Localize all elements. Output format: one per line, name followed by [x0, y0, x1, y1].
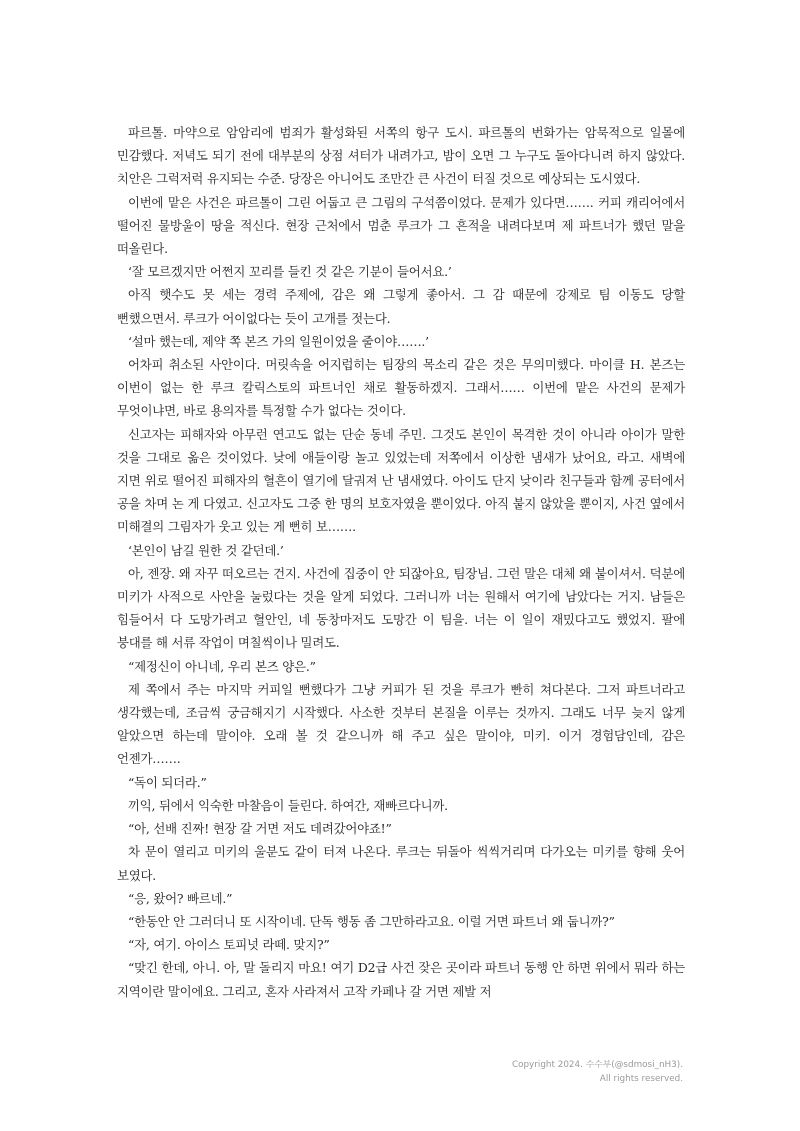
paragraph: 끼익, 뒤에서 익숙한 마찰음이 들린다. 하여간, 재빠르다니까.	[128, 797, 448, 813]
paragraph: 이번에 맡은 사건은 파르톨이 그린 어둡고 큰 그림의 구석쯤이었다. 문제가 있다면……. 커피 캐리어에서 떨어진 물방울이 땅을 적신다. 현장 근처에서 멈춘 루크가 그 흔적을 내려다보며 제 파트너가 했던 말을 떠올린다.	[117, 194, 685, 257]
paragraph: “한동안 안 그러더니 또 시작이네. 단독 행동 좀 그만하라고요. 이럴 거면 파트너 왜 둡니까?”	[128, 913, 615, 929]
paragraph: “맞긴 한데, 아니. 아, 말 돌리지 마요! 여기 D2급 사건 잦은 곳이라 파트너 동행 안 하면 위에서 뭐라 하는 지역이란 말이에요. 그리고, 혼자 사라져서 고작 카페나 갈 거면 제발 저	[117, 960, 685, 999]
copyright-text: Copyright 2024. 수수부(@sdmosi_nH3).	[511, 1060, 683, 1070]
paragraph: 파르톨. 마약으로 암암리에 범죄가 활성화된 서쪽의 항구 도시. 파르톨의 번화가는 암묵적으로 일몰에 민감했다. 저녁도 되기 전에 대부분의 상점 셔터가 내려가고, 밤이 오면 그 누구도 돌아다니려 하지 않았다. 치안은 그럭저럭 유지되는 수준. 당장은 아니어도 조만간 큰 사건이 터질 것으로 예상되는 도시였다.	[117, 125, 685, 187]
copyright-footer	[512, 1058, 683, 1086]
paragraph: 신고자는 피해자와 아무런 연고도 없는 단순 동네 주민. 그것도 본인이 목격한 것이 아니라 아이가 말한 것을 그대로 옮은 것이었다. 낮에 애들이랑 놀고 있었는데 저쪽에서 이상한 냄새가 났어요, 라고. 새벽에 지면 위로 떨어진 피해자의 혈흔이 열기에 달궈져 난 냄새였다. 아이도 단지 낮이라 친구들과 함께 공터에서 공을 차며 논 게 다였고. 신고자도 그중 한 명의 보호자였을 뿐이었다. 아직 붙지 않았을 뿐이지, 사건 옆에서 미해결의 그림자가 웃고 있는 게 뻔히 보…….	[117, 426, 685, 535]
paragraph: ‘잘 모르겠지만 어쩐지 꼬리를 들킨 것 같은 기분이 들어서요.’	[128, 264, 452, 280]
paragraph: 제 쪽에서 주는 마지막 커피일 뻔했다가 그냥 커피가 된 것을 루크가 빤히 쳐다본다. 그저 파트너라고 생각했는데, 조금씩 궁금해지기 시작했다. 사소한 것부터 본질을 이루는 것까지. 그래도 너무 늦지 않게 알았으면 하는데 말이야. 오래 볼 것 같으니까 해 주고 싶은 말이야, 미키. 이거 경험담인데, 감은 언젠가…….	[117, 681, 685, 767]
paragraph: “독이 되더라.”	[128, 774, 207, 790]
paragraph: “제정신이 아니네, 우리 본즈 양은.”	[128, 658, 316, 674]
paragraph: “응, 왔어? 빠르네.”	[128, 890, 233, 906]
paragraph: 어차피 취소된 사안이다. 머릿속을 어지럽히는 팀장의 목소리 같은 것은 무의미했다. 마이클 H. 본즈는 이번이 없는 한 루크 칼릭스토의 파트너인 채로 활동하겠지. 그래서…… 이번에 맡은 사건의 문제가 무엇이냐면, 바로 용의자를 특정할 수가 없다는 것이다.	[117, 357, 685, 419]
paragraph: 아, 젠장. 왜 자꾸 떠오르는 건지. 사건에 집중이 안 되잖아요, 팀장님. 그런 말은 대체 왜 붙이셔서. 덕분에 미키가 사적으로 사안을 눌렀다는 것을 알게 되었다. 그러니까 너는 원해서 여기에 남았다는 거지. 남들은 힘들어서 다 도망가려고 혈안인, 네 동창마저도 도망간 이 팀을. 너는 이 일이 재밌다고도 했었지. 팔에 붕대를 해 서류 작업이 며칠씩이나 밀려도.	[117, 565, 685, 651]
paragraph: 아직 햇수도 못 세는 경력 주제에, 감은 왜 그렇게 좋아서. 그 감 때문에 강제로 팀 이동도 당할 뻔했으면서. 루크가 어이없다는 듯이 고개를 젓는다.	[117, 287, 685, 326]
story-body	[117, 121, 685, 1003]
rights-text: All rights reserved.	[599, 1074, 683, 1084]
paragraph: 차 문이 열리고 미키의 울분도 같이 터져 나온다. 루크는 뒤돌아 씩씩거리며 다가오는 미키를 향해 웃어 보였다.	[117, 844, 685, 883]
paragraph: ‘설마 했는데, 제약 쪽 본즈 가의 일원이었을 줄이야…….’	[128, 333, 429, 349]
paragraph: “아, 선배 진짜! 현장 갈 거면 저도 데려갔어야죠!”	[128, 821, 392, 837]
paragraph: ‘본인이 남길 원한 것 같던데.’	[128, 542, 284, 558]
paragraph: “자, 여기. 아이스 토피넛 라떼. 맞지?”	[128, 937, 330, 953]
